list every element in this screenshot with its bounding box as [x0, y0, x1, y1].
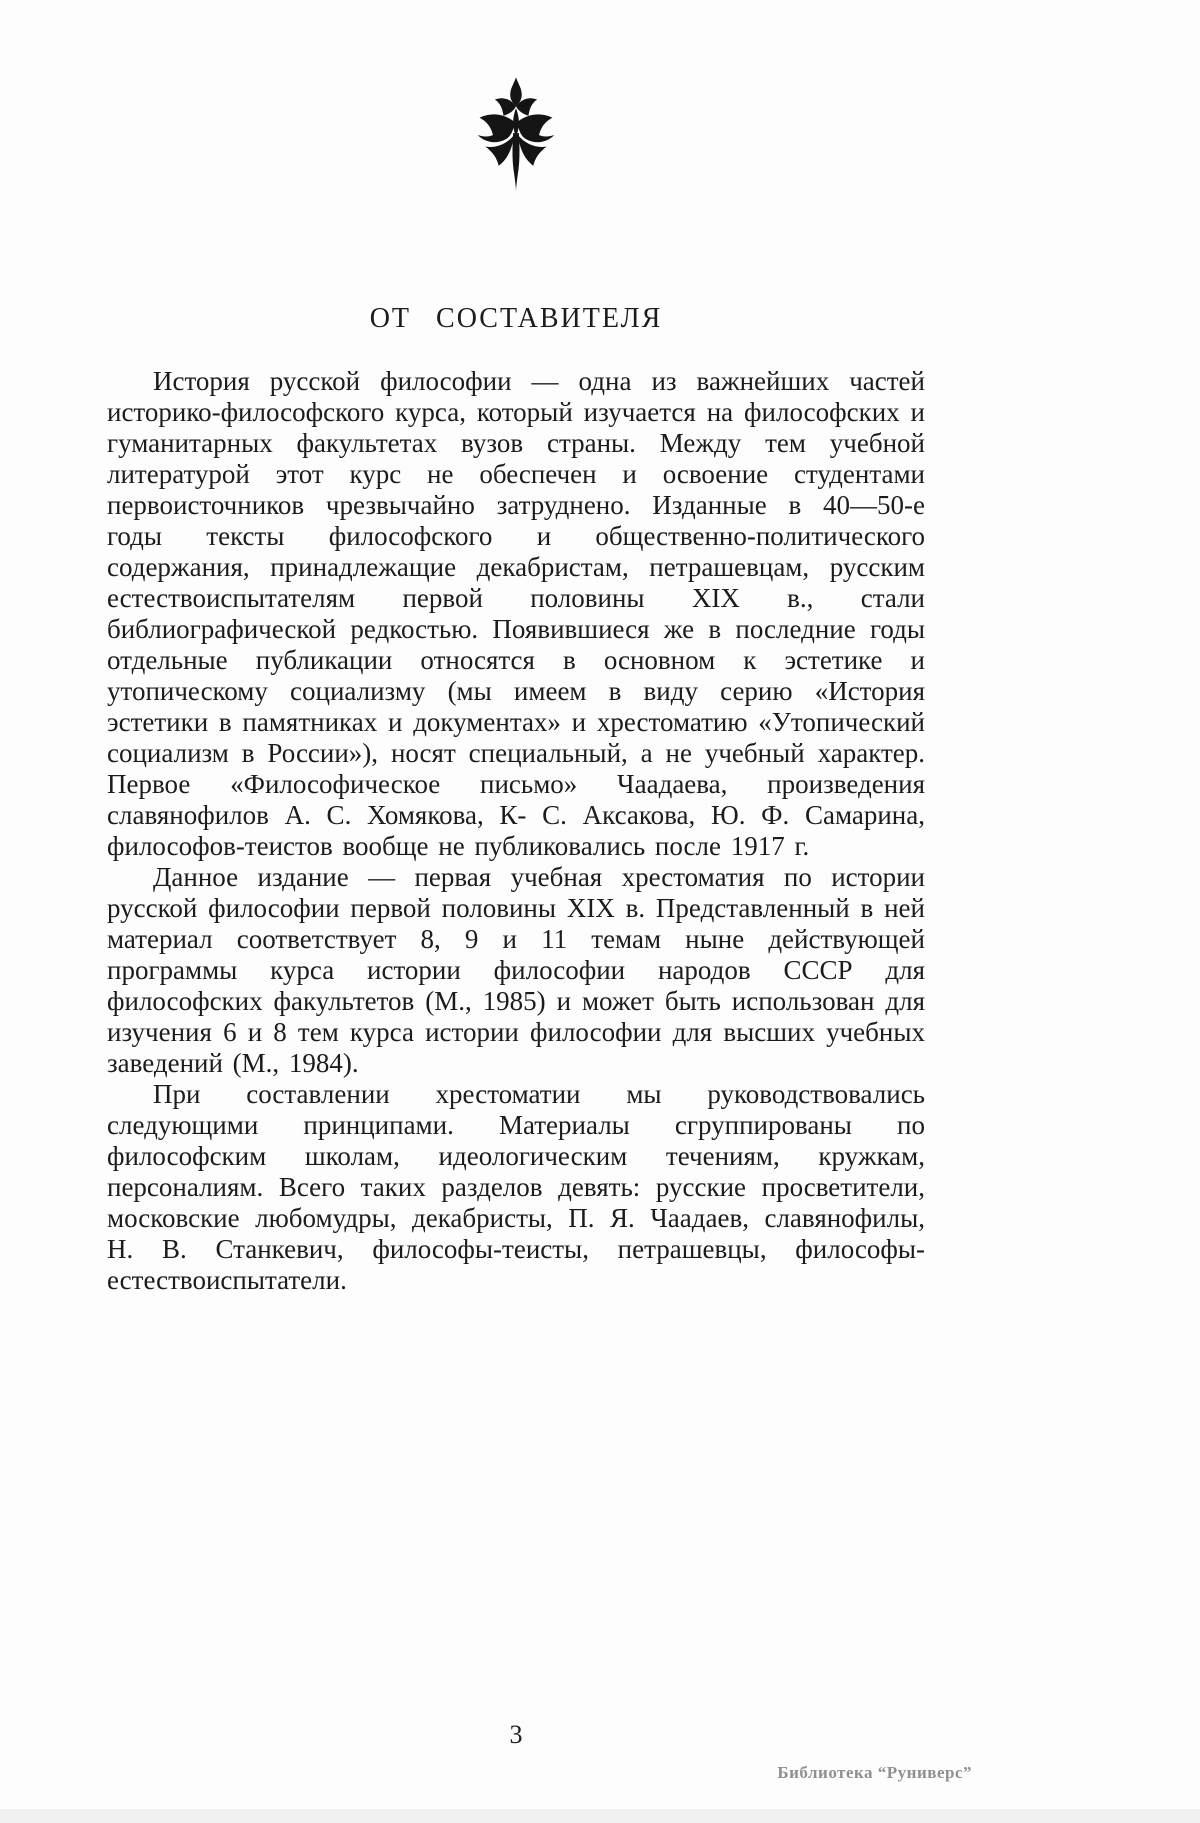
paragraph-2: Данное издание — первая учебная хрестоматия по истории русской философии первой половины XIX в. Представленный в ней материал соответствует 8, 9 и 11 темам ныне действующей программы курса истории философии народов СССР для философских факультетов (М., 1985) и может быть использован для изучения 6 и 8 тем курса истории философии для высших учебных заведений (М., 1984). — [107, 862, 925, 1078]
scan-edge-strip — [0, 1809, 1200, 1823]
page-number: 3 — [509, 1720, 523, 1749]
body-text — [107, 366, 925, 1296]
fleuron-icon — [468, 76, 564, 194]
paragraph-1: История русской философии — одна из важнейших частей историко-философского курса, который изучается на философских и гуманитарных факультетах вузов страны. Между тем учебной литературой этот курс не обеспечен и освоение студентами первоисточников чрезвычайно затруднено. Изданные в 40—50-е годы тексты философского и общественно-политического содержания, принадлежащие декабристам, петрашевцам, русским естествоиспытателям первой половины XIX в., стали библиографической редкостью. Появившиеся же в последние годы отдельные публикации относятся в основном к эстетике и утопическому социализму (мы имеем в виду серию «История эстетики в памятниках и документах» и хрестоматию «Утопический социализм в России»), носят специальный, а не учебный характер. Первое «Философическое письмо» Чаадаева, произведения славянофилов А. С. Хомякова, К- С. Аксакова, Ю. Ф. Самарина, философов-теистов вообще не публиковались после 1917 г. — [107, 366, 925, 861]
page-title: ОТ СОСТАВИТЕЛЯ — [369, 303, 663, 334]
paragraph-3: При составлении хрестоматии мы руководствовались следующими принципами. Материалы сгруппированы по философским школам, идеологическим течениям, кружкам, персоналиям. Всего таких разделов девять: русские просветители, московские любомудры, декабристы, П. Я. Чаадаев, славянофилы, Н. В. Станкевич, философы-теисты, петрашевцы, философы-естествоиспытатели. — [107, 1079, 925, 1295]
library-watermark: Библиотека “Руниверс” — [777, 1763, 972, 1782]
fleuron-ornament — [107, 76, 925, 199]
